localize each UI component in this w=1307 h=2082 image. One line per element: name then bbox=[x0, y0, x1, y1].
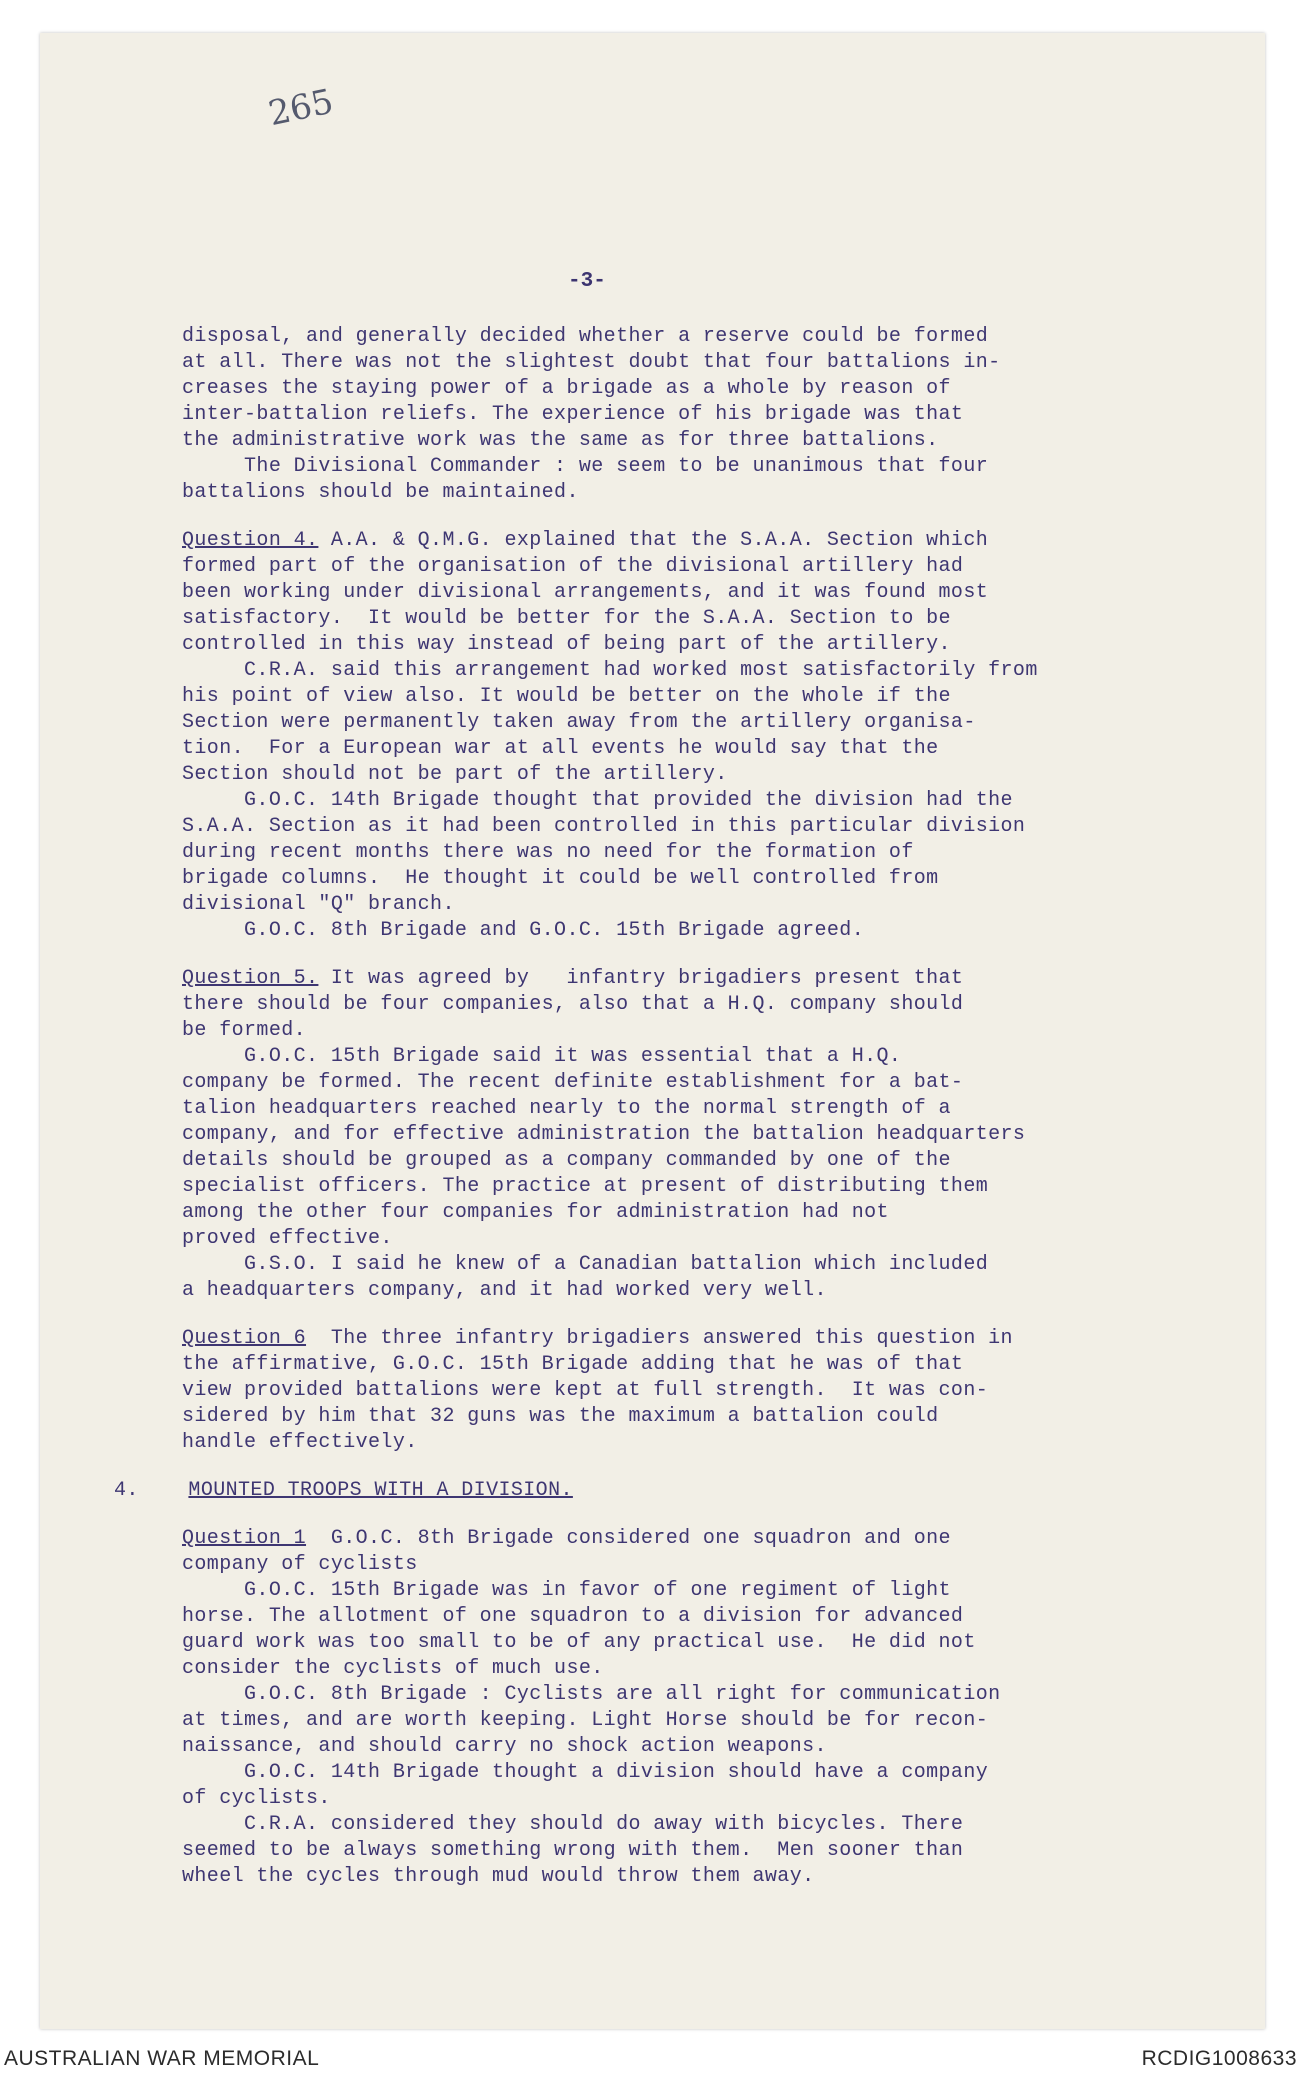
question-4-line bbox=[182, 528, 1242, 554]
text-line: of cyclists. bbox=[182, 1787, 331, 1810]
text-line: be formed. bbox=[182, 1019, 307, 1042]
text-line: his point of view also. It would be better on the whole if the bbox=[182, 685, 951, 708]
text-line: battalions should be maintained. bbox=[182, 481, 579, 504]
question-5-heading: Question 5. bbox=[182, 967, 319, 990]
text-line: the affirmative, G.O.C. 15th Brigade adding that he was of that bbox=[182, 1353, 964, 1376]
question-1-line bbox=[182, 1526, 1242, 1552]
text-line: brigade columns. He thought it could be well controlled from bbox=[182, 867, 939, 890]
footer-reference: RCDIG1008633 bbox=[1141, 2047, 1297, 2070]
text-line: G.O.C. 8th Brigade and G.O.C. 15th Brigade agreed. bbox=[182, 919, 865, 942]
paragraph-block-4 bbox=[182, 1352, 1242, 1456]
question-4-text: A.A. & Q.M.G. explained that the S.A.A. Section which bbox=[318, 529, 989, 552]
text-line: company be formed. The recent definite establishment for a bat- bbox=[182, 1071, 964, 1094]
text-line: inter-battalion reliefs. The experience of his brigade was that bbox=[182, 403, 964, 426]
folio-number: 265 bbox=[265, 81, 337, 135]
text-line: G.S.O. I said he knew of a Canadian battalion which included bbox=[182, 1253, 989, 1276]
text-line: guard work was too small to be of any practical use. He did not bbox=[182, 1631, 976, 1654]
text-line: a headquarters company, and it had worked very well. bbox=[182, 1279, 827, 1302]
text-line: proved effective. bbox=[182, 1227, 393, 1250]
paragraph-block-3 bbox=[182, 992, 1242, 1304]
text-line: company, and for effective administration the battalion headquarters bbox=[182, 1123, 1026, 1146]
text-line: consider the cyclists of much use. bbox=[182, 1657, 604, 1680]
text-line: Section should not be part of the artillery. bbox=[182, 763, 728, 786]
text-line: formed part of the organisation of the divisional artillery had bbox=[182, 555, 964, 578]
text-line: divisional "Q" branch. bbox=[182, 893, 455, 916]
text-line: G.O.C. 14th Brigade thought that provided the division had the bbox=[182, 789, 1013, 812]
text-line: handle effectively. bbox=[182, 1431, 418, 1454]
text-line: specialist officers. The practice at present of distributing them bbox=[182, 1175, 989, 1198]
text-line: view provided battalions were kept at full strength. It was con- bbox=[182, 1379, 989, 1402]
text-line: G.O.C. 14th Brigade thought a division should have a company bbox=[182, 1761, 989, 1784]
text-line: C.R.A. considered they should do away with bicycles. There bbox=[182, 1813, 964, 1836]
section-title: MOUNTED TROOPS WITH A DIVISION. bbox=[188, 1479, 573, 1502]
text-line: C.R.A. said this arrangement had worked most satisfactorily from bbox=[182, 659, 1038, 682]
text-line: seemed to be always something wrong with them. Men sooner than bbox=[182, 1839, 964, 1862]
paragraph-block-1 bbox=[182, 324, 1242, 506]
text-line: G.O.C. 15th Brigade was in favor of one regiment of light bbox=[182, 1579, 951, 1602]
text-line: at times, and are worth keeping. Light Horse should be for recon- bbox=[182, 1709, 989, 1732]
question-5-line bbox=[182, 966, 1242, 992]
text-line: there should be four companies, also that a H.Q. company should bbox=[182, 993, 964, 1016]
paragraph-block-5 bbox=[182, 1552, 1242, 1890]
text-line: details should be grouped as a company commanded by one of the bbox=[182, 1149, 951, 1172]
question-4-heading: Question 4. bbox=[182, 529, 319, 552]
question-6-text: The three infantry brigadiers answered this question in bbox=[306, 1327, 1013, 1350]
text-line: during recent months there was no need for the formation of bbox=[182, 841, 914, 864]
footer-institution: AUSTRALIAN WAR MEMORIAL bbox=[4, 2047, 320, 2070]
paragraph-block-2 bbox=[182, 554, 1242, 944]
text-line: satisfactory. It would be better for the S.A.A. Section to be bbox=[182, 607, 951, 630]
text-line: controlled in this way instead of being part of the artillery. bbox=[182, 633, 951, 656]
text-line: G.O.C. 15th Brigade said it was essential that a H.Q. bbox=[182, 1045, 902, 1068]
text-line: tion. For a European war at all events he would say that the bbox=[182, 737, 939, 760]
text-line: S.A.A. Section as it had been controlled in this particular division bbox=[182, 815, 1026, 838]
question-6-heading: Question 6 bbox=[182, 1327, 307, 1350]
text-line: company of cyclists bbox=[182, 1553, 418, 1576]
text-line: been working under divisional arrangements, and it was found most bbox=[182, 581, 989, 604]
text-line: the administrative work was the same as for three battalions. bbox=[182, 429, 939, 452]
text-line: naissance, and should carry no shock action weapons. bbox=[182, 1735, 827, 1758]
text-line: wheel the cycles through mud would throw them away. bbox=[182, 1865, 815, 1888]
document-body bbox=[114, 324, 1242, 1890]
question-6-line bbox=[182, 1326, 1242, 1352]
text-line: at all. There was not the slightest doubt that four battalions in- bbox=[182, 351, 1001, 374]
question-5-text: It was agreed by infantry brigadiers present that bbox=[318, 967, 964, 990]
section-heading bbox=[114, 1478, 1242, 1504]
section-number: 4. bbox=[114, 1479, 139, 1502]
text-line: Section were permanently taken away from the artillery organisa- bbox=[182, 711, 976, 734]
text-line: among the other four companies for administration had not bbox=[182, 1201, 889, 1224]
text-line: creases the staying power of a brigade as a whole by reason of bbox=[182, 377, 951, 400]
text-line: talion headquarters reached nearly to the normal strength of a bbox=[182, 1097, 951, 1120]
question-1-text: G.O.C. 8th Brigade considered one squadron and one bbox=[306, 1527, 951, 1550]
text-line: G.O.C. 8th Brigade : Cyclists are all right for communication bbox=[182, 1683, 1001, 1706]
question-1-heading: Question 1 bbox=[182, 1527, 307, 1550]
text-line: The Divisional Commander : we seem to be unanimous that four bbox=[182, 455, 989, 478]
text-line: disposal, and generally decided whether a reserve could be formed bbox=[182, 325, 989, 348]
page-number: -3- bbox=[568, 270, 606, 293]
text-line: sidered by him that 32 guns was the maximum a battalion could bbox=[182, 1405, 939, 1428]
text-line: horse. The allotment of one squadron to a division for advanced bbox=[182, 1605, 964, 1628]
